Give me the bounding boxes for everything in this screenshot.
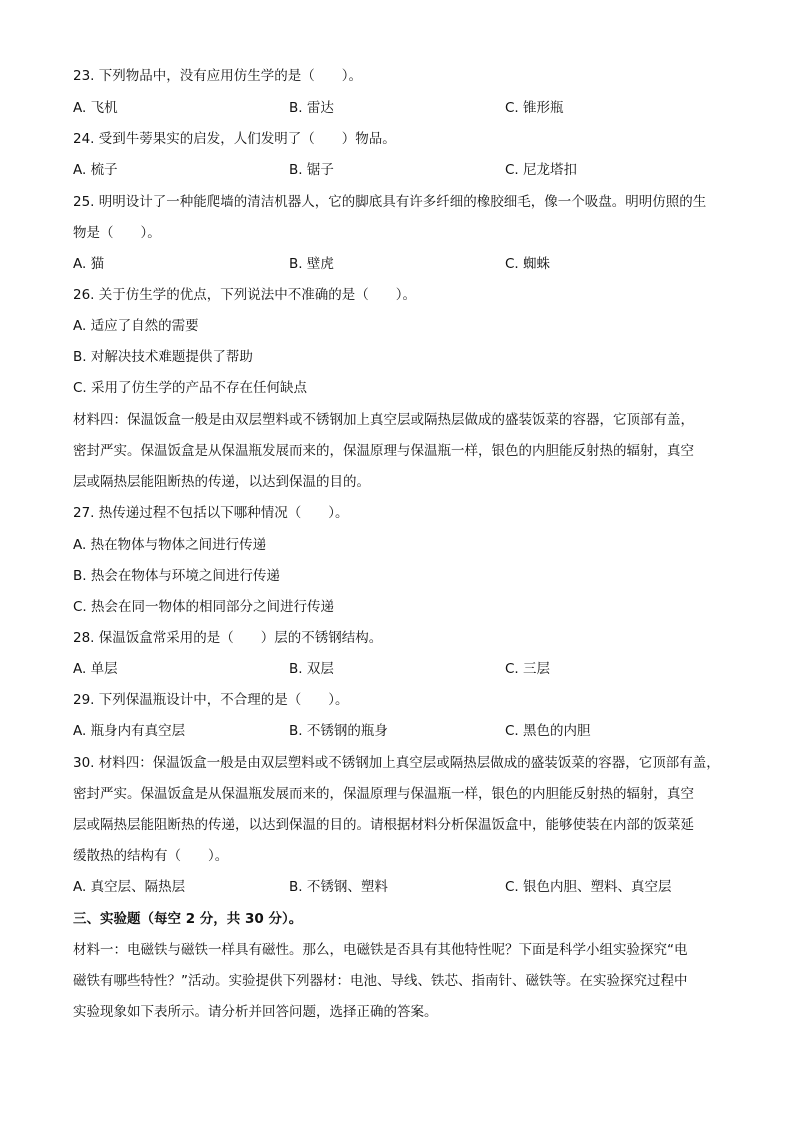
question-29-stem: 29. 下列保温瓶设计中，不合理的是（ ）。 [73,692,349,708]
question-28-option-c: C. 三层 [505,661,551,677]
question-25-option-c: C. 蜘蛛 [505,256,551,272]
question-27-option-a: A. 热在物体与物体之间进行传递 [73,537,267,553]
question-24-option-b: B. 锯子 [289,162,334,178]
question-25-option-a: A. 猫 [73,256,105,272]
question-26-option-c: C. 采用了仿生学的产品不存在任何缺点 [73,380,308,396]
question-26-option-b: B. 对解决技术难题提供了帮助 [73,349,253,365]
question-23-option-a: A. 飞机 [73,100,118,116]
question-29-option-b: B. 不锈钢的瓶身 [289,723,388,739]
question-25-stem-line2: 物是（ ）。 [73,225,161,241]
question-29-option-a: A. 瓶身内有真空层 [73,723,186,739]
question-28-stem: 28. 保温饭盒常采用的是（ ）层的不锈钢结构。 [73,630,383,646]
question-30-option-a: A. 真空层、隔热层 [73,879,186,895]
question-25-option-b: B. 壁虎 [289,256,334,272]
material4-line3: 层或隔热层能阻断热的传递，以达到保温的目的。 [73,474,370,490]
question-30-option-c: C. 银色内胆、塑料、真空层 [505,879,672,895]
question-28-option-b: B. 双层 [289,661,334,677]
section-3-heading: 三、实验题（每空 2 分，共 30 分）。 [73,911,303,927]
material4-line2: 密封严实。保温饭盒是从保温瓶发展而来的，保温原理与保温瓶一样，银色的内胆能反射热的辐射，真空 [73,443,694,459]
question-24-stem: 24. 受到牛蒡果实的启发，人们发明了（ ）物品。 [73,131,396,147]
question-23-option-b: B. 雷达 [289,100,334,116]
question-28-option-a: A. 单层 [73,661,118,677]
question-30-line1: 30. 材料四：保温饭盒一般是由双层塑料或不锈钢加上真空层或隔热层做成的盛装饭菜的容器，它顶部有盖， [73,755,720,771]
question-30-option-b: B. 不锈钢、塑料 [289,879,388,895]
material1-line3: 实验现象如下表所示。请分析并回答问题，选择正确的答案。 [73,1004,438,1020]
question-26-option-a: A. 适应了自然的需要 [73,318,199,334]
question-30-line4: 缓散热的结构有（ ）。 [73,848,229,864]
question-27-option-b: B. 热会在物体与环境之间进行传递 [73,568,280,584]
question-23-option-c: C. 锥形瓶 [505,100,564,116]
question-30-line2: 密封严实。保温饭盒是从保温瓶发展而来的，保温原理与保温瓶一样，银色的内胆能反射热的辐射，真空 [73,786,694,802]
question-26-stem: 26. 关于仿生学的优点，下列说法中不准确的是（ ）。 [73,287,417,303]
question-29-option-c: C. 黑色的内胆 [505,723,591,739]
question-27-stem: 27. 热传递过程不包括以下哪种情况（ ）。 [73,505,349,521]
question-27-option-c: C. 热会在同一物体的相同部分之间进行传递 [73,599,335,615]
question-23-stem: 23. 下列物品中，没有应用仿生学的是（ ）。 [73,68,363,84]
material4-line1: 材料四：保温饭盒一般是由双层塑料或不锈钢加上真空层或隔热层做成的盛装饭菜的容器，它顶部有盖， [73,412,694,428]
question-24-option-a: A. 梳子 [73,162,118,178]
question-24-option-c: C. 尼龙塔扣 [505,162,578,178]
question-25-stem-line1: 25. 明明设计了一种能爬墙的清洁机器人，它的脚底具有许多纤细的橡胶细毛，像一个吸盘。明明仿照的生 [73,194,707,210]
question-30-line3: 层或隔热层能阻断热的传递，以达到保温的目的。请根据材料分析保温饭盒中，能够使装在内部的饭菜延 [73,817,694,833]
material1-line2: 磁铁有哪些特性？”活动。实验提供下列器材：电池、导线、铁芯、指南针、磁铁等。在实验探究过程中 [73,973,688,989]
material1-line1: 材料一：电磁铁与磁铁一样具有磁性。那么，电磁铁是否具有其他特性呢？下面是科学小组实验探究“电 [73,942,688,958]
